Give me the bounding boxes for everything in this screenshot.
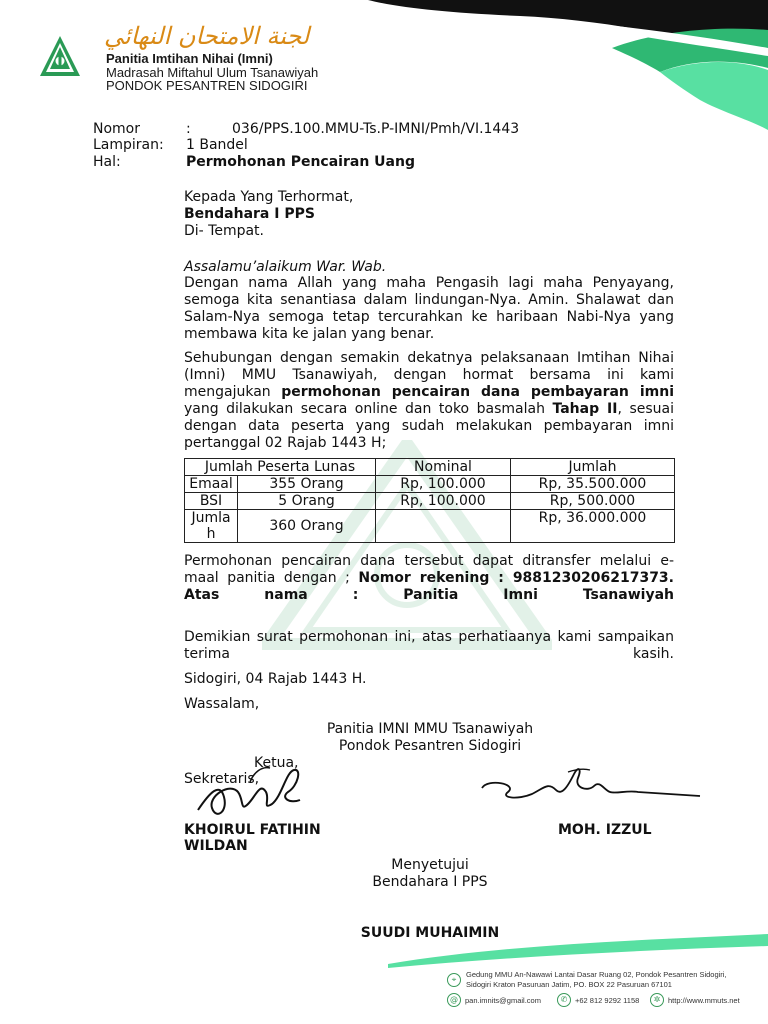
address-line-2: Sidogiri Kraton Pasuruan Jatim, PO. BOX 22 Pasuruan 67101 [466, 980, 672, 989]
approval-label: Menyetujui [391, 857, 469, 873]
committee-line-2: Pondok Pesantren Sidogiri [338, 738, 522, 754]
web-icon: ✲ [650, 993, 664, 1007]
nomor-label: Nomor [93, 121, 140, 137]
footer-phone: +62 812 9292 1158 [575, 996, 640, 1005]
table-cell: Rp, 100.000 [376, 493, 511, 510]
request-text-2: yang dilakukan secara online dan toko basmalah [184, 401, 553, 417]
location-icon: ⌖ [447, 973, 461, 987]
letter-date: Sidogiri, 04 Rajab 1443 H. [184, 671, 367, 687]
recipient-name: Bendahara I PPS [184, 206, 315, 222]
table-row [185, 476, 675, 493]
table-cell: Emaal [185, 476, 238, 493]
paragraph-transfer [184, 553, 674, 604]
table-cell: 355 Orang [238, 476, 376, 493]
request-bold-2: Tahap II [552, 401, 618, 417]
paragraph-closing: Demikian surat permohonan ini, atas perhatiaanya kami sampaikan terima kasih. [184, 629, 674, 662]
transfer-text: Permohonan pencairan dana tersebut dapat ditransfer melalui e-maal panitia dengan ; [184, 553, 674, 586]
table-header-row [185, 459, 675, 476]
request-text-3: , sesuai dengan data peserta yang sudah melakukan pembayaran imni pertanggal 02 Rajab 1443 H; [184, 401, 674, 451]
address-line-1: Gedung MMU An-Nawawi Lantai Dasar Ruang 02, Pondok Pesantren Sidogiri, [466, 970, 727, 979]
sekretaris-label: Sekretaris, [184, 771, 260, 787]
ketua-label: Ketua, [254, 755, 299, 771]
table-cell: 360 Orang [238, 510, 376, 543]
school-name: Madrasah Miftahul Ulum Tsanawiyah [106, 65, 319, 80]
footer-green-swoosh [388, 934, 768, 968]
closing-salutation: Wassalam, [184, 696, 260, 712]
hal-value: Permohonan Pencairan Uang [186, 154, 415, 170]
table-row [185, 493, 675, 510]
table-cell: Rp, 35.500.000 [511, 476, 675, 493]
sekretaris-signature [190, 752, 320, 827]
lampiran-value: 1 Bandel [186, 137, 248, 153]
sekretaris-name: KHOIRUL FATIHIN WILDAN [184, 822, 321, 854]
salam: Assalamu’alaikum War. Wab. [184, 259, 387, 275]
footer-email[interactable]: pan.imnits@gmail.com [465, 996, 541, 1005]
nomor-colon: : [186, 121, 191, 137]
approval-name: SUUDI MUHAIMIN [360, 925, 500, 941]
approval-role: Bendahara I PPS [372, 874, 488, 890]
request-text-1: Sehubungan dengan semakin dekatnya pelaksanaan Imtihan Nihai (Imni) MMU Tsanawiyah, dengan hormat bersama ini kami mengajukan [184, 350, 674, 400]
table-header: Nominal [376, 459, 511, 476]
ketua-name: MOH. IZZUL [558, 822, 652, 838]
arabic-title: لجنة الامتحان النهائي [104, 22, 310, 50]
table-cell: 5 Orang [238, 493, 376, 510]
organization-logo [38, 34, 82, 80]
table-cell: BSI [185, 493, 238, 510]
footer-website[interactable]: http://www.mmuts.net [668, 996, 740, 1005]
paragraph-request [184, 350, 674, 452]
account-info: Nomor rekening : 9881230206217373. Atas nama : Panitia Imni Tsanawiyah [184, 570, 674, 603]
table-cell: Jumlah [185, 510, 238, 543]
lampiran-label: Lampiran: [93, 137, 164, 153]
ketua-signature [478, 760, 703, 810]
table-cell: Rp, 500.000 [511, 493, 675, 510]
committee-line-1: Panitia IMNI MMU Tsanawiyah [326, 721, 534, 737]
whatsapp-icon: ✆ [557, 993, 571, 1007]
hal-label: Hal: [93, 154, 121, 170]
table-header: Jumlah [511, 459, 675, 476]
table-cell: Rp, 36.000.000 [511, 510, 675, 543]
paragraph-opening: Dengan nama Allah yang maha Pengasih lagi maha Penyayang, semoga kita senantiasa dalam lindungan-Nya. Amin. Shalawat dan Salam-Nya semoga tetap tercurahkan ke haribaan Nabi-Nya yang membawa kita ke jalan yang benar. [184, 275, 674, 342]
header-mint-swoosh [660, 62, 768, 130]
email-icon: @ [447, 993, 461, 1007]
table-cell [376, 510, 511, 543]
table-header: Jumlah Peserta Lunas [185, 459, 376, 476]
request-bold-1: permohonan pencairan dana pembayaran imni [281, 384, 674, 400]
table-row [185, 510, 675, 543]
nomor-value: 036/PPS.100.MMU-Ts.P-IMNI/Pmh/VI.1443 [232, 121, 520, 137]
table-cell: Rp, 100.000 [376, 476, 511, 493]
recipient-greeting: Kepada Yang Terhormat, [184, 189, 354, 205]
payment-table [184, 458, 675, 543]
recipient-place: Di- Tempat. [184, 223, 265, 239]
pesantren-name: PONDOK PESANTREN SIDOGIRI [106, 78, 308, 93]
org-name: Panitia Imtihan Nihai (Imni) [106, 51, 273, 66]
